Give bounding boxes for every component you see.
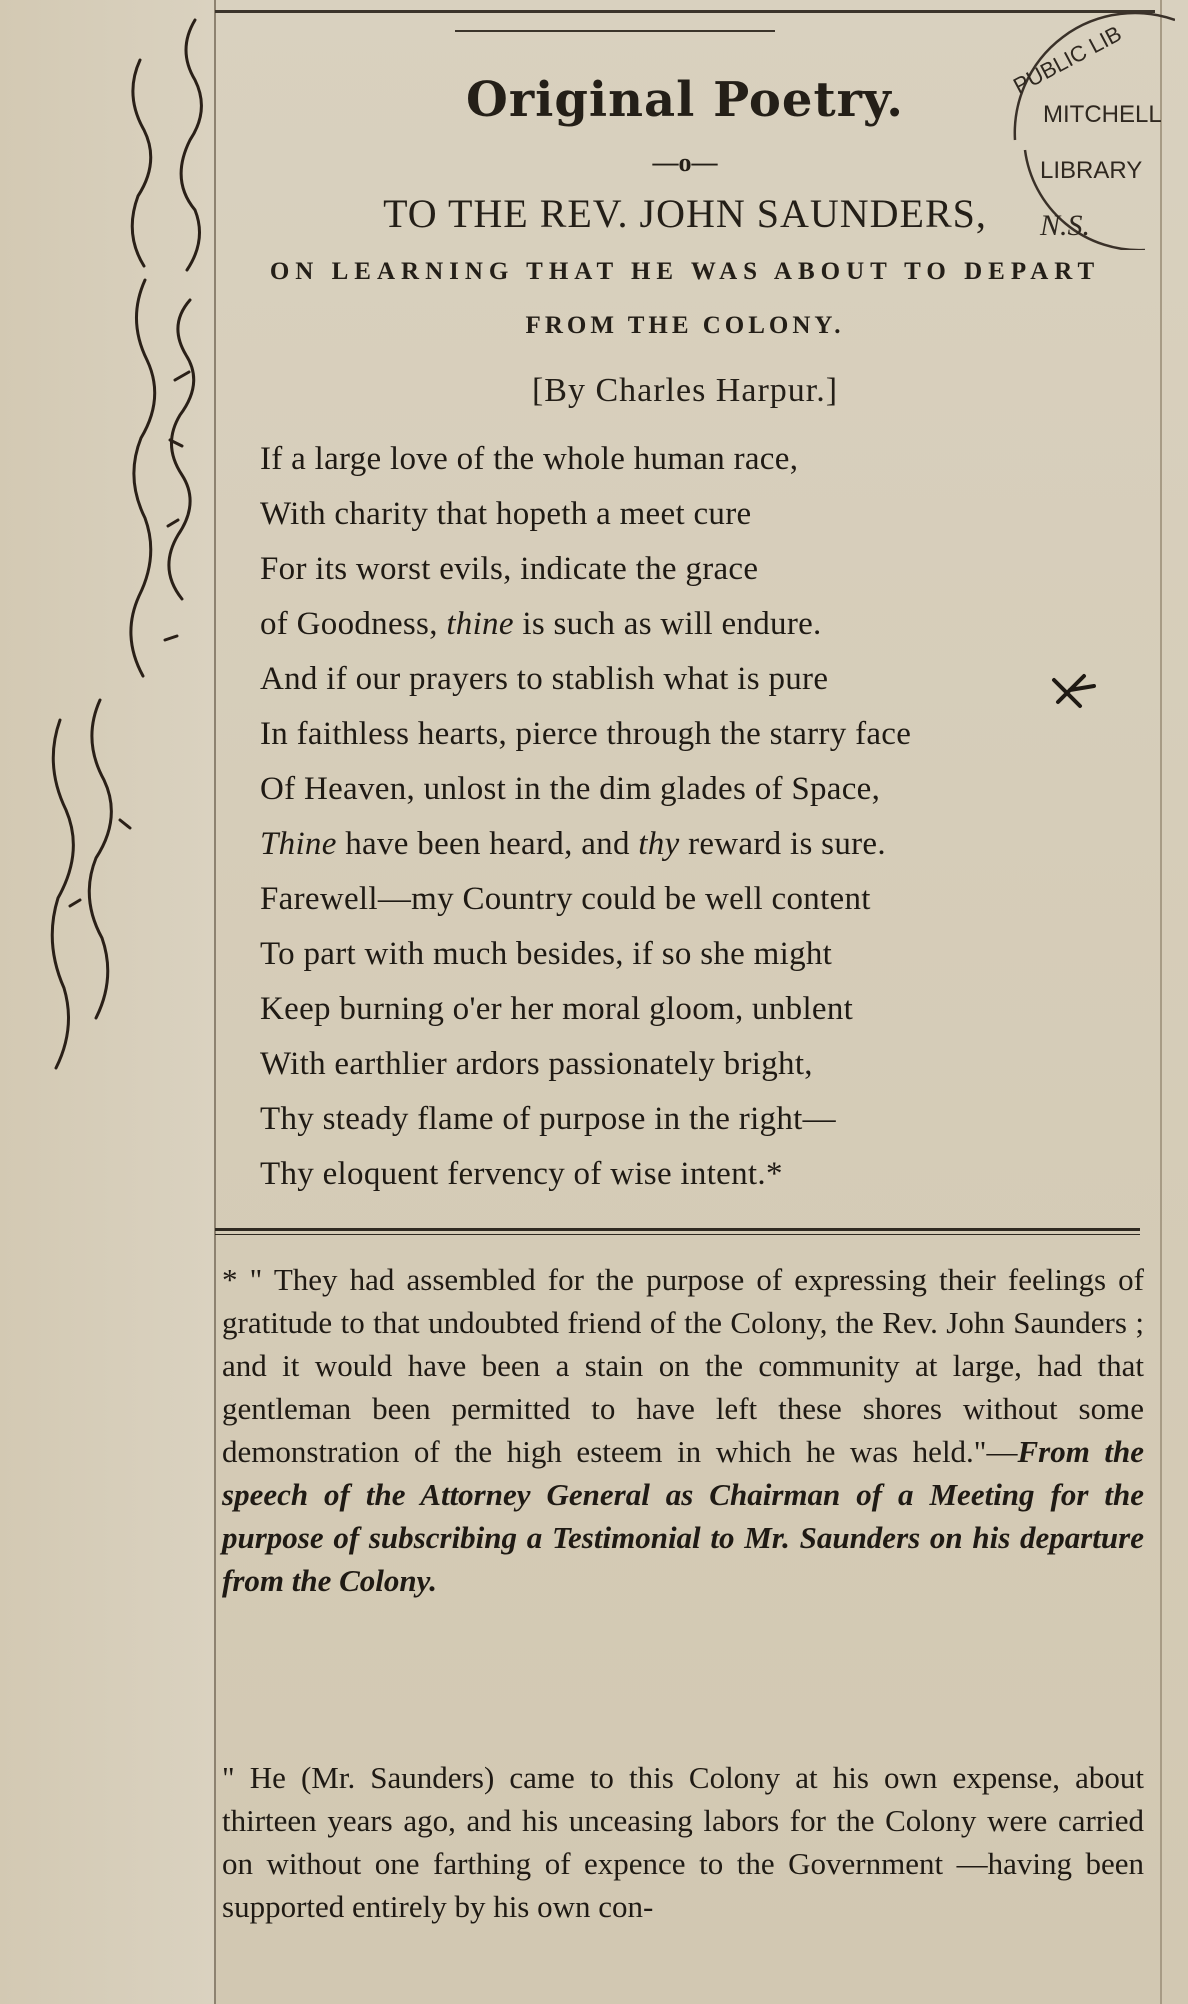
poem-line: If a large love of the whole human race,: [260, 441, 799, 477]
x-mark-icon: [1050, 672, 1100, 712]
footnote-1-source: From the speech of the Attorney General as Chairman of a Meeting for the purpose of subscribing a Testimonial to Mr. Saunders on his departure from the Colony.: [222, 1434, 1145, 1598]
footnote-2: [222, 1756, 1144, 1928]
poem-line: In faithless hearts, pierce through the starry face: [260, 716, 912, 752]
poem-line: With earthlier ardors passionately bright,: [260, 1046, 813, 1082]
stamp-line3: LIBRARY: [1040, 157, 1143, 184]
poem-line: To part with much besides, if so she might: [260, 936, 833, 972]
handwritten-annotation: [0, 0, 215, 1200]
footnote-1: [222, 1258, 1144, 1602]
footnote-rule-thin: [215, 1234, 1140, 1235]
poem-line: Of Heaven, unlost in the dim glades of Space,: [260, 771, 881, 807]
poem-line: Thine have been heard, and thy reward is sure.: [260, 826, 886, 862]
poem-line: Thy eloquent fervency of wise intent.*: [260, 1156, 783, 1192]
poem-line: And if our prayers to stablish what is pure: [260, 661, 829, 697]
footnote-2-text: " He (Mr. Saunders) came to this Colony at his own expense, about thirteen years ago, and his unceasing labors for the Colony were carried on without one farthing of expence to the Government —having been supported entirely by his own con-: [222, 1760, 1144, 1924]
stamp-line1: PUBLIC LIB: [1009, 20, 1126, 99]
poem-line: of Goodness, thine is such as will endure.: [260, 606, 822, 642]
poem-heading: TO THE REV. JOHN SAUNDERS,: [383, 191, 987, 236]
byline: [By Charles Harpur.]: [531, 372, 839, 409]
stamp-line2: MITCHELL: [1043, 101, 1162, 128]
poem: [260, 432, 1140, 1202]
footnote-rule: [215, 1228, 1140, 1231]
section-title: Original Poetry.: [466, 72, 904, 128]
short-rule: [455, 30, 775, 32]
poem-line: For its worst evils, indicate the grace: [260, 551, 759, 587]
poem-line: With charity that hopeth a meet cure: [260, 496, 752, 532]
poem-subheading-1: ON LEARNING THAT HE WAS ABOUT TO DEPART: [269, 258, 1101, 285]
library-stamp: [985, 10, 1175, 250]
poem-line: Thy steady flame of purpose in the right—: [260, 1101, 836, 1137]
stamp-line4: N.S.: [1040, 209, 1091, 242]
right-column-rule: [1160, 0, 1162, 2004]
poem-line: Farewell—my Country could be well content: [260, 881, 871, 917]
poem-line: Keep burning o'er her moral gloom, unblent: [260, 991, 854, 1027]
divider: —o—: [652, 148, 718, 177]
poem-subheading-2: FROM THE COLONY.: [525, 312, 845, 339]
footnote-1-text: * " They had assembled for the purpose of expressing their feelings of gratitude to that undoubted friend of the Colony, the Rev. John Saunders ; and it would have been a stain on the community at large, had that gentleman been permitted to have left these shores without some demonstration of the high esteem in which he was held."—: [222, 1262, 1144, 1469]
